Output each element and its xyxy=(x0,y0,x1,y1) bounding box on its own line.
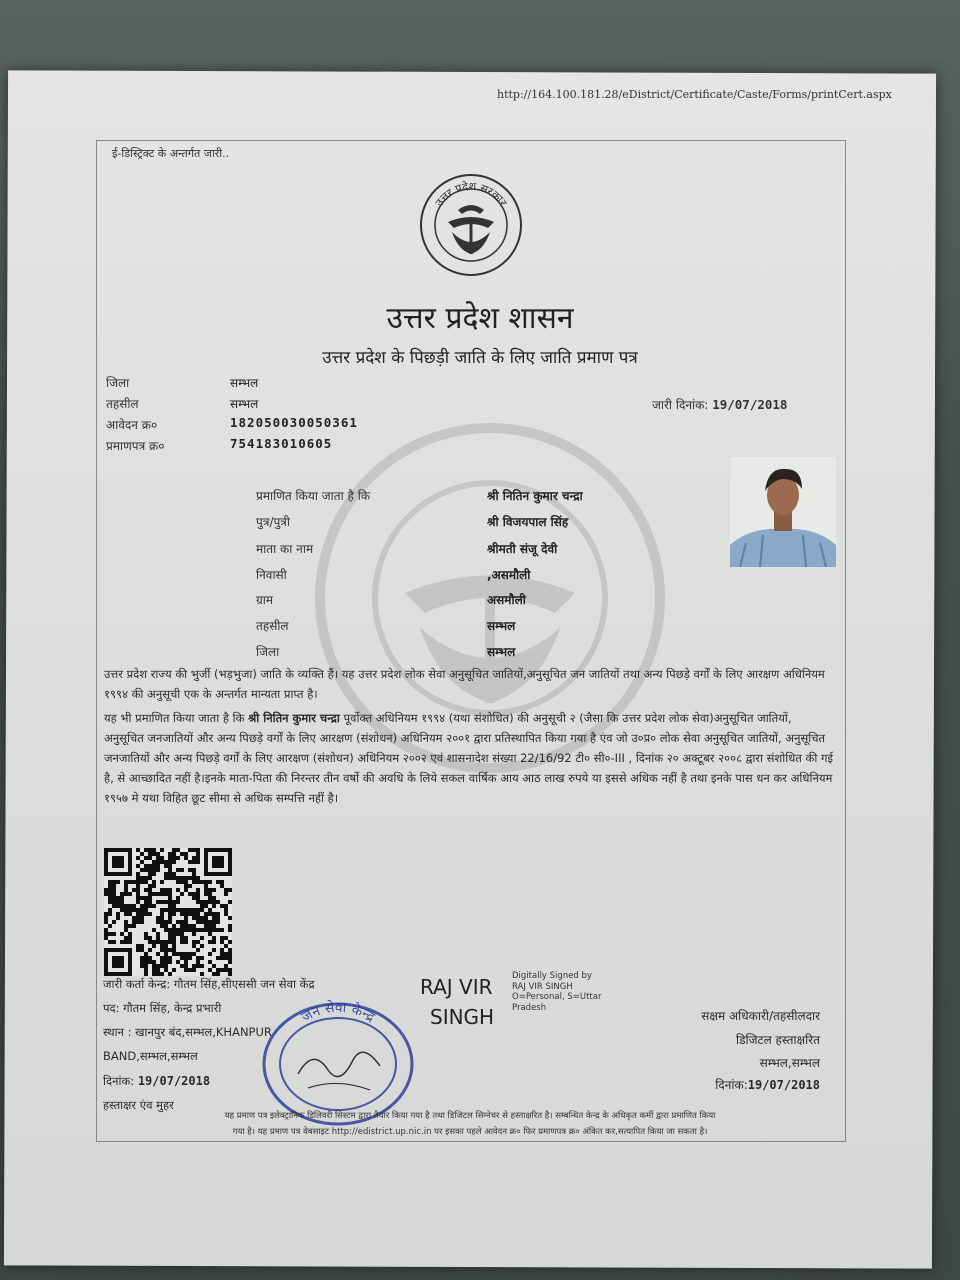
issuer-date xyxy=(103,1074,210,1089)
application-number: 182050030050361 xyxy=(230,415,358,430)
signer-name xyxy=(420,972,494,1032)
issue-date-value: 19/07/2018 xyxy=(712,397,788,412)
detail-value-mother: श्रीमती संजू देवी xyxy=(487,542,558,556)
authority-date xyxy=(715,1076,820,1093)
signer-name-line1: RAJ VIR xyxy=(420,975,493,999)
issuer-place-line1: स्थान : खानपुर बंद,सम्भल,KHANPUR xyxy=(103,1025,272,1039)
tehsil-value: सम्भल xyxy=(230,397,259,411)
detail-label-village: ग्राम xyxy=(256,593,274,607)
issue-date-label: जारी दिनांक: xyxy=(652,398,709,412)
detail-value-district: सम्भल xyxy=(487,645,516,659)
digital-signature-info xyxy=(512,971,601,1013)
detail-label-mother: माता का नाम xyxy=(256,542,314,556)
detail-value-name: श्री नितिन कुमार चन्द्रा xyxy=(487,489,583,503)
detail-label-tehsil: तहसील xyxy=(256,619,289,633)
district-label: जिला xyxy=(106,376,130,390)
svg-text:उत्तर प्रदेश सरकार: उत्तर प्रदेश सरकार xyxy=(432,179,510,209)
certificate-title: उत्तर प्रदेश शासन xyxy=(386,301,574,336)
detail-value-village: असमौली xyxy=(487,593,526,607)
authority-signed: डिजिटल हस्ताक्षरित xyxy=(736,1033,820,1047)
detail-value-father: श्री विजयपाल सिंह xyxy=(487,515,569,529)
issued-under-note: ई-डिस्ट्रिक्ट के अन्तर्गत जारी.. xyxy=(112,147,230,160)
detail-value-tehsil: सम्भल xyxy=(487,619,516,633)
issuer-place-line2: BAND,सम्भल,सम्भल xyxy=(103,1049,198,1063)
detail-value-resident: ,असमौली xyxy=(487,568,531,582)
footer-note-line2: गया है। यह प्रमाण पत्र वेबसाइट http://edistrict.up.nic.in पर इसका पहले आवेदन क्र० फिर प्रमाणपत्र क्र० अंकित कर,सत्यापित किया जा सकता है। xyxy=(232,1127,708,1137)
authority-title: सक्षम अधिकारी/तहसीलदार xyxy=(701,1009,820,1023)
sig-info-line: Digitally Signed by xyxy=(512,971,592,981)
authority-date-value: 19/07/2018 xyxy=(747,1078,820,1092)
issuer-date-label: दिनांक: xyxy=(103,1074,135,1088)
footer-note-line1: यह प्रमाण पत्र इलेक्ट्रानिक डिलिवरी सिस्टम द्वारा तैयार किया गया है तथा डिजिटल सिग्नेचर से हस्ताक्षरित है। सम्बन्धित केन्द्र के अधिकृत कर्मी द्वारा प्रमाणित किया xyxy=(224,1111,716,1121)
certificate-number-label: प्रमाणपत्र क्र० xyxy=(106,439,165,453)
eligibility-post: पूर्वोक्त अधिनियम १९९४ (यथा संशोधित) की अनुसूची २ (जैसा कि उत्तर प्रदेश लोक सेवा)अनुसूचित जातियों, अनुसूचित जनजातियों और अन्य पिछड़े वर्गों के लिए आरक्षण (संशोधन) अधिनियम २००१ द्वारा प्रतिस्थापित किया गया है एंव जो उ०प्र० लोक सेवा अनुसूचित जातियों, अनुसूचित जनजातियों और अन्य पिछड़े वर्गों के लिए आरक्षण (संशोधन) अधिनियम २००२ एवं शासनादेश संख्या 22/16/92 टी० सी०-III , दिनांक २० अक्टूबर २००८ द्वारा संशोधित की गई है, से आच्छादित नहीं है।इनके माता-पिता की निरन्तर तीन वर्षो की अवधि के लिये सकल वार्षिक आय आठ लाख रुपये या इससे अधिक नहीं है तथा इनके पास धन कर अधिनियम १९५७ मे यथा विहित छूट सीमा से अधिक सम्पत्ति नहीं है। xyxy=(104,711,834,805)
official-stamp xyxy=(258,992,418,1127)
detail-label-certified: प्रमाणित किया जाता है कि xyxy=(256,489,371,503)
authority-place: सम्भल,सम्भल xyxy=(759,1056,820,1070)
detail-label-resident: निवासी xyxy=(256,568,287,582)
authority-date-label: दिनांक: xyxy=(715,1078,748,1092)
issuer-date-value: 19/07/2018 xyxy=(137,1074,211,1088)
issuer-centre: जारी कर्ता केन्द्र: गौतम सिंह,सीएससी जन सेवा केंद्र xyxy=(103,977,315,991)
sig-info-line: O=Personal, S=Uttar xyxy=(512,992,602,1002)
detail-label-son-of: पुत्र/पुत्री xyxy=(256,515,291,529)
eligibility-pre: यह भी प्रमाणित किया जाता है कि xyxy=(104,711,249,725)
caste-statement: उत्तर प्रदेश राज्य की भुर्जी (भड़भुजा) जाति के व्यक्ति हैं। यह उत्तर प्रदेश लोक सेवा अनुसूचित जातियों,अनुसूचित जन जातियों तथा अन्य पिछड़े वर्गों के लिए आरक्षण अधिनियम १९९४ की अनुसूची एक के अन्तर्गत मान्यता प्राप्त है। xyxy=(104,667,825,701)
eligibility-statement xyxy=(104,708,834,808)
detail-label-district: जिला xyxy=(256,645,280,659)
application-label: आवेदन क्र० xyxy=(106,418,158,432)
sig-info-line: RAJ VIR SINGH xyxy=(512,981,573,992)
applicant-photo xyxy=(730,457,836,567)
district-value: सम्भल xyxy=(230,376,259,390)
issue-date xyxy=(652,396,787,413)
eligibility-name: श्री नितिन कुमार चन्द्रा xyxy=(248,711,340,725)
certificate-subtitle: उत्तर प्रदेश के पिछड़ी जाति के लिए जाति प्रमाण पत्र xyxy=(322,348,638,368)
qr-code xyxy=(104,848,232,976)
issuer-sign-label: हस्ताक्षर एंव मुहर xyxy=(103,1098,174,1112)
print-url: http://164.100.181.28/eDistrict/Certificate/Caste/Forms/printCert.aspx xyxy=(497,88,892,101)
sig-info-line: Pradesh xyxy=(512,1002,547,1013)
svg-text:जन सेवा केन्द्र: जन सेवा केन्द्र xyxy=(298,999,378,1026)
issuer-post: पद: गौतम सिंह, केन्द्र प्रभारी xyxy=(103,1001,222,1015)
certificate-number: 754183010605 xyxy=(230,436,333,451)
signer-name-line2: SINGH xyxy=(430,1005,495,1029)
up-govt-emblem-icon xyxy=(418,172,524,278)
tehsil-label: तहसील xyxy=(106,397,139,411)
